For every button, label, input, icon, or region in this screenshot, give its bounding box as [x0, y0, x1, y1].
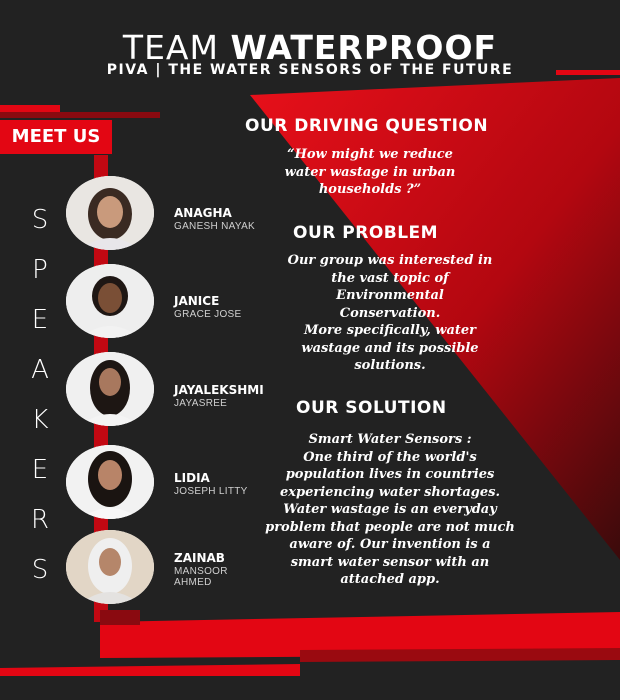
solution-heading: OUR SOLUTION — [296, 398, 447, 418]
speaker-name-lidia: LIDIA — [174, 471, 210, 485]
speaker-name-anagha: ANAGHA — [174, 206, 232, 220]
text-line: smart water sensor with an — [290, 554, 490, 570]
text-line: problem that people are not much — [265, 519, 515, 535]
speaker-name-zainab: ZAINAB — [174, 551, 225, 565]
text-line: Smart Water Sensors : — [308, 432, 472, 447]
speaker-name-janice: JANICE — [174, 294, 220, 308]
speakers-letter: E — [31, 305, 49, 335]
problem-text — [250, 252, 530, 375]
speakers-letter: A — [31, 355, 49, 385]
driving-question-heading: OUR DRIVING QUESTION — [245, 116, 489, 136]
text-line: the vast topic of — [331, 270, 449, 286]
speakers-vertical-label — [20, 195, 60, 595]
text-line: attached app. — [340, 572, 440, 587]
speaker-surname-anagha: GANESH NAYAK — [174, 221, 256, 232]
avatar-zainab — [66, 530, 154, 604]
text-line: population lives in countries — [285, 467, 495, 482]
text-line: Our group was interested in — [287, 253, 493, 268]
speakers-letter: R — [30, 505, 50, 535]
speaker-surname-janice: GRACE JOSE — [174, 309, 242, 320]
speakers-letter: S — [31, 205, 49, 235]
avatar-jayalekshmi — [66, 352, 154, 426]
solution-text — [240, 431, 540, 589]
meet-us-banner: MEET US — [0, 120, 112, 154]
speaker-surname-jayalekshmi: JAYASREE — [174, 398, 228, 409]
title-bold: WATERPROOF — [230, 28, 498, 67]
problem-heading: OUR PROBLEM — [293, 223, 439, 243]
title-light: TEAM — [122, 28, 219, 67]
text-line: Environmental — [336, 288, 444, 303]
speaker-name-jayalekshmi: JAYALEKSHMI — [174, 383, 264, 397]
avatar-anagha — [66, 176, 154, 250]
avatar-janice — [66, 264, 154, 338]
speakers-letter: P — [32, 255, 48, 285]
text-line: wastage and its possible — [301, 340, 479, 356]
text-line: experiencing water shortages. — [279, 484, 500, 500]
subtitle: PIVA | THE WATER SENSORS OF THE FUTURE — [106, 62, 514, 78]
speaker-surname-zainab-2: AHMED — [174, 577, 212, 588]
text-line: More specifically, water — [303, 323, 476, 338]
text-line: solutions. — [354, 358, 426, 373]
text-line: households ?” — [318, 182, 422, 197]
text-line: One third of the world's — [303, 449, 477, 465]
driving-question-text — [230, 146, 510, 199]
text-line: water wastage in urban — [284, 164, 456, 180]
text-line: Conservation. — [339, 305, 441, 321]
speaker-surname-lidia: JOSEPH LITTY — [174, 486, 248, 497]
text-line: Water wastage is an everyday — [283, 502, 497, 517]
text-line: aware of. Our invention is a — [289, 537, 491, 552]
speakers-letter: S — [31, 555, 49, 585]
speakers-letter: E — [31, 455, 49, 485]
avatar-lidia — [66, 445, 154, 519]
text-line: “How might we reduce — [287, 147, 453, 162]
speakers-letter: K — [31, 405, 49, 435]
speaker-surname-zainab-1: MANSOOR — [174, 566, 228, 577]
